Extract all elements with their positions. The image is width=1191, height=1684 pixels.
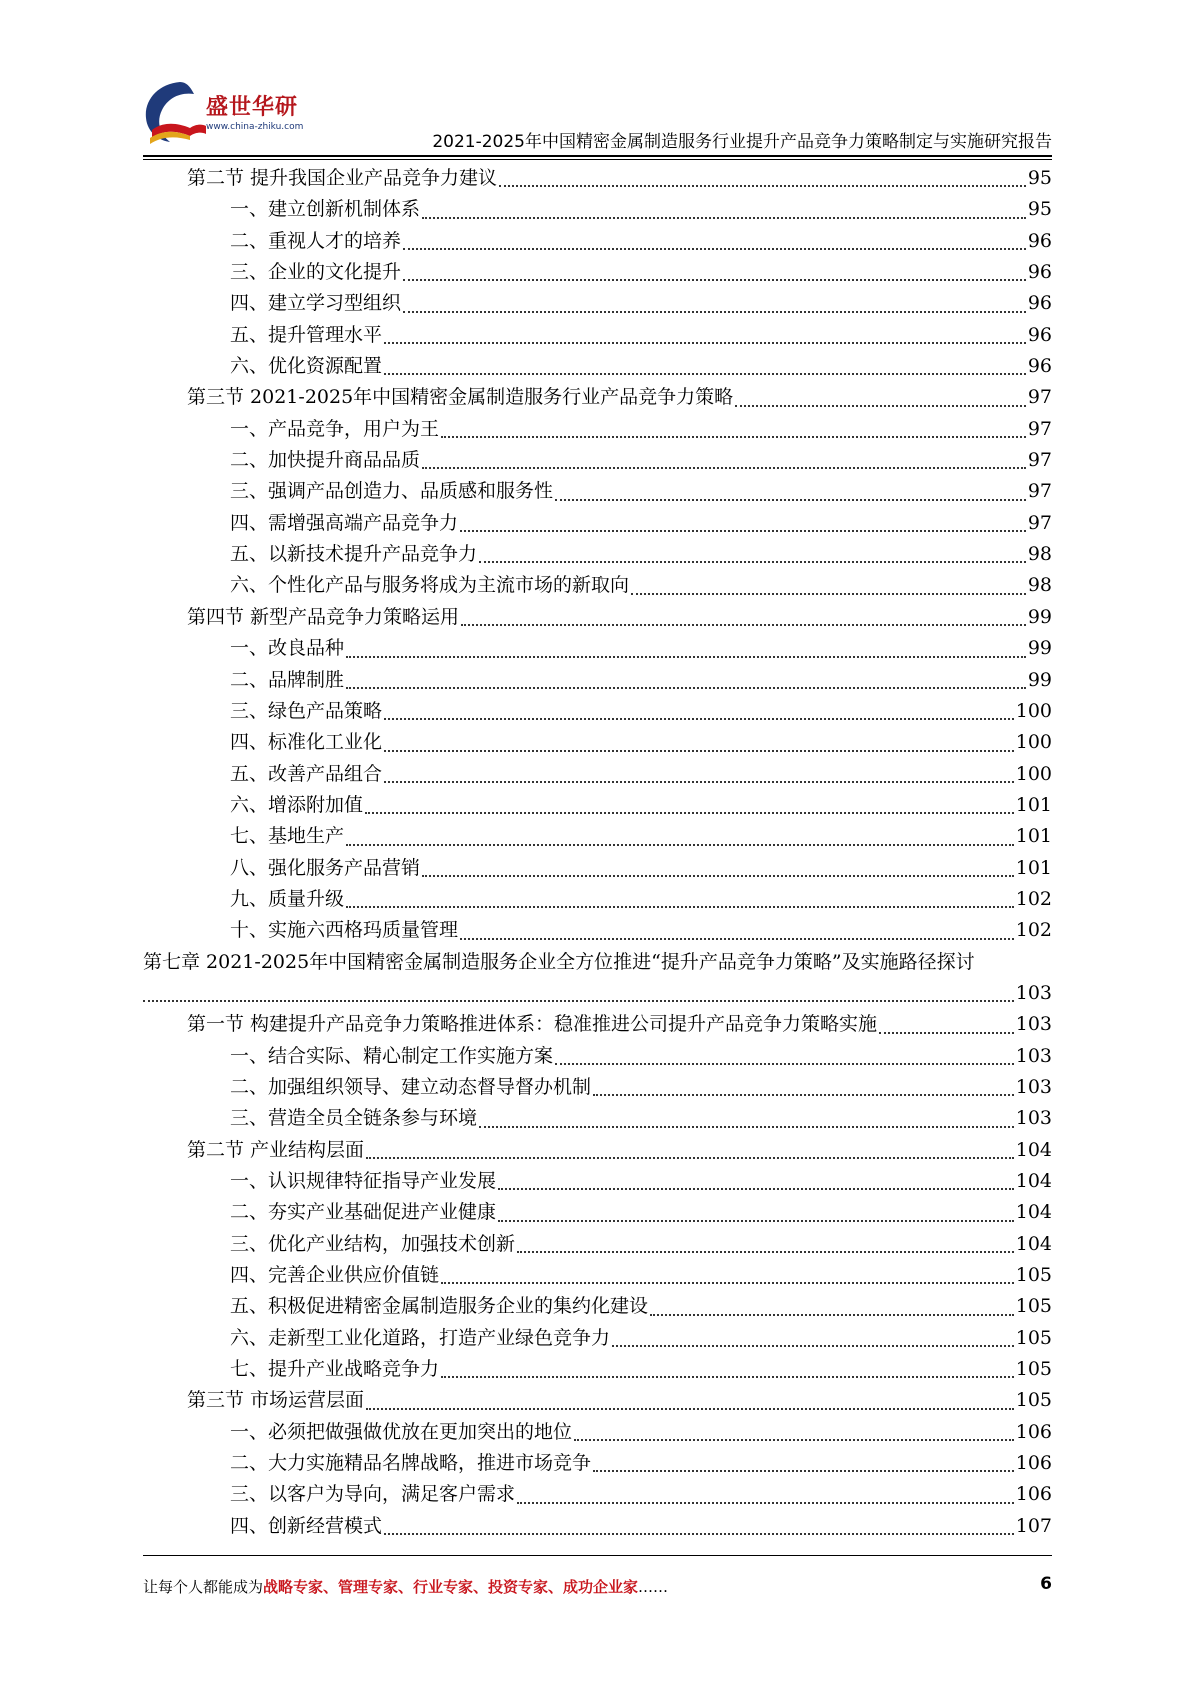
toc-entry[interactable]	[143, 1511, 1052, 1542]
dot-leader	[384, 748, 1014, 752]
toc-entry-title: 二、加快提升商品品质	[230, 449, 421, 472]
footer-divider	[143, 1555, 1052, 1556]
page-header	[0, 0, 1191, 175]
dot-leader	[422, 873, 1014, 877]
toc-entry-title: 第三节 市场运营层面	[187, 1389, 365, 1412]
toc-entry-title: 第一节 构建提升产品竞争力策略推进体系：稳准推进公司提升产品竞争力策略实施	[187, 1013, 878, 1036]
toc-entry-page: 103	[1015, 1075, 1052, 1098]
toc-entry-page: 104	[1015, 1170, 1052, 1192]
dot-leader	[441, 434, 1026, 438]
toc-entry-page: 104	[1015, 1201, 1052, 1224]
toc-entry[interactable]	[143, 602, 1052, 633]
toc-entry-title: 三、营造全员全链条参与环境	[230, 1107, 478, 1130]
toc-entry-page: 103	[1015, 1044, 1052, 1067]
dot-leader	[441, 1280, 1014, 1284]
toc-entry[interactable]	[143, 1291, 1052, 1322]
toc-entry-page: 95	[1027, 167, 1052, 189]
dot-leader	[384, 371, 1026, 375]
toc-entry-page: 97	[1027, 511, 1052, 534]
toc-entry-page: 103	[1015, 1013, 1052, 1036]
toc-entry-title: 三、绿色产品策略	[230, 699, 383, 722]
dot-leader	[460, 936, 1014, 940]
dot-leader	[499, 183, 1026, 187]
toc-entry-title: 一、必须把做强做优放在更加突出的地位	[230, 1420, 573, 1443]
toc-entry-title: 九、质量升级	[230, 887, 345, 910]
toc-entry-title: 七、提升产业战略竞争力	[230, 1358, 440, 1381]
toc-entry-page: 97	[1027, 417, 1052, 440]
toc-entry-page: 100	[1015, 699, 1052, 722]
toc-entry-title: 第二节 产业结构层面	[187, 1138, 365, 1161]
toc-entry-page: 98	[1027, 543, 1052, 566]
toc-entry[interactable]	[143, 445, 1052, 476]
toc-entry-title: 五、改善产品组合	[230, 762, 383, 785]
toc-entry-title: 一、结合实际、精心制定工作实施方案	[230, 1044, 554, 1067]
toc-entry-title: 第二节 提升我国企业产品竞争力建议	[187, 167, 498, 189]
dot-leader	[384, 779, 1014, 783]
toc-entry-page: 95	[1027, 198, 1052, 221]
toc-entry-title: 五、提升管理水平	[230, 323, 383, 346]
toc-entry[interactable]	[143, 382, 1052, 413]
dot-leader	[879, 1030, 1014, 1034]
toc-entry-title: 六、走新型工业化道路，打造产业绿色竞争力	[230, 1326, 611, 1349]
toc-entry[interactable]	[143, 1197, 1052, 1228]
dot-leader	[593, 1092, 1014, 1096]
toc-entry-page: 96	[1027, 261, 1052, 284]
toc-entry-page: 96	[1027, 323, 1052, 346]
toc-entry[interactable]	[143, 727, 1052, 758]
company-logo	[140, 78, 320, 150]
dot-leader	[735, 403, 1026, 407]
toc-entry[interactable]	[143, 414, 1052, 445]
dot-leader	[441, 1374, 1014, 1378]
toc-entry-page: 101	[1015, 856, 1052, 879]
toc-entry[interactable]	[143, 508, 1052, 539]
toc-entry[interactable]	[143, 1041, 1052, 1072]
header-divider	[143, 155, 1052, 157]
toc-entry-title: 二、品牌制胜	[230, 668, 345, 691]
toc-entry-page: 107	[1015, 1514, 1052, 1537]
toc-entry-title: 一、产品竞争，用户为王	[230, 417, 440, 440]
dot-leader	[612, 1343, 1014, 1347]
toc-entry-page: 104	[1015, 1232, 1052, 1255]
toc-entry-title: 十、实施六西格玛质量管理	[230, 919, 459, 942]
toc-entry-title: 三、优化产业结构，加强技术创新	[230, 1232, 516, 1255]
page-number: 6	[1040, 1574, 1052, 1594]
dot-leader	[346, 685, 1026, 689]
toc-entry-page: 96	[1027, 355, 1052, 378]
toc-entry-title: 三、以客户为导向，满足客户需求	[230, 1483, 516, 1506]
dot-leader	[498, 1186, 1014, 1190]
dot-leader	[479, 559, 1026, 563]
dot-leader	[422, 215, 1026, 219]
header-divider-thin	[143, 159, 1052, 160]
toc-entry-title: 四、完善企业供应价值链	[230, 1264, 440, 1287]
footer-slogan	[143, 1576, 668, 1597]
toc-entry-title: 二、加强组织领导、建立动态督导督办机制	[230, 1075, 592, 1098]
toc-entry-page: 105	[1015, 1358, 1052, 1381]
toc-entry-title: 三、企业的文化提升	[230, 261, 402, 284]
toc-entry-title: 六、优化资源配置	[230, 355, 383, 378]
toc-entry[interactable]	[143, 1323, 1052, 1354]
toc-entry-title: 一、认识规律特征指导产业发展	[230, 1170, 497, 1192]
toc-entry-page: 105	[1015, 1326, 1052, 1349]
dot-leader	[403, 246, 1026, 250]
toc-entry-page: 103	[1015, 1107, 1052, 1130]
dot-leader	[422, 465, 1026, 469]
toc-entry-title: 五、以新技术提升产品竞争力	[230, 543, 478, 566]
toc-entry-page: 106	[1015, 1483, 1052, 1506]
toc-entry[interactable]	[143, 915, 1052, 946]
toc-entry-page: 99	[1027, 637, 1052, 660]
dot-leader	[403, 309, 1026, 313]
toc-entry[interactable]	[143, 947, 1052, 978]
dot-leader	[143, 998, 1014, 1002]
toc-entry-page: 101	[1015, 825, 1052, 848]
toc-entry-page: 97	[1027, 480, 1052, 503]
toc-entry-title: 第三节 2021-2025年中国精密金属制造服务行业产品竞争力策略	[187, 386, 734, 409]
toc-entry[interactable]	[143, 476, 1052, 507]
toc-entry-page: 101	[1015, 793, 1052, 816]
toc-entry[interactable]	[143, 1166, 1052, 1197]
dot-leader	[593, 1468, 1014, 1472]
toc-entry[interactable]	[143, 633, 1052, 664]
toc-entry-page: 99	[1027, 605, 1052, 628]
toc-entry[interactable]	[143, 288, 1052, 319]
dot-leader	[461, 622, 1026, 626]
dot-leader	[366, 1406, 1014, 1410]
footer-suffix: ……	[638, 1578, 669, 1596]
dot-leader	[650, 1312, 1014, 1316]
toc-entry[interactable]	[143, 1479, 1052, 1510]
dot-leader	[384, 1531, 1014, 1535]
toc-entry-page: 103	[1015, 981, 1052, 1004]
toc-entry-page: 106	[1015, 1420, 1052, 1443]
report-title: 2021-2025年中国精密金属制造服务行业提升产品竞争力策略制定与实施研究报告	[432, 132, 1052, 152]
dot-leader	[403, 277, 1026, 281]
toc-entry[interactable]	[143, 759, 1052, 790]
dot-leader	[517, 1249, 1014, 1253]
dot-leader	[384, 340, 1026, 344]
toc-entry-title: 七、基地生产	[230, 825, 345, 848]
toc-entry-page: 105	[1015, 1295, 1052, 1318]
toc-entry[interactable]	[143, 1448, 1052, 1479]
dot-leader	[479, 1124, 1014, 1128]
toc-entry[interactable]	[143, 570, 1052, 601]
toc-entry[interactable]	[143, 226, 1052, 257]
toc-entry-title: 一、改良品种	[230, 637, 345, 660]
toc-entry-page: 96	[1027, 292, 1052, 315]
logo-name: 盛世华研	[206, 95, 299, 120]
logo-swoosh-icon	[140, 78, 210, 150]
toc-entry[interactable]	[143, 1072, 1052, 1103]
toc-entry-title: 二、大力实施精品名牌战略，推进市场竞争	[230, 1452, 592, 1475]
toc-entry-page: 98	[1027, 574, 1052, 597]
toc-entry[interactable]	[143, 1260, 1052, 1291]
toc-entry[interactable]	[143, 790, 1052, 821]
toc-entry-title: 四、需增强高端产品竞争力	[230, 511, 459, 534]
toc-entry-title: 五、积极促进精密金属制造服务企业的集约化建设	[230, 1295, 649, 1318]
toc-entry[interactable]	[143, 257, 1052, 288]
dot-leader	[631, 591, 1026, 595]
toc-entry[interactable]	[143, 696, 1052, 727]
dot-leader	[365, 810, 1014, 814]
toc-entry-title: 第四节 新型产品竞争力策略运用	[187, 605, 460, 628]
toc-entry-page: 102	[1015, 919, 1052, 942]
toc-entry[interactable]	[143, 1103, 1052, 1134]
dot-leader	[555, 497, 1026, 501]
toc-entry-title: 第七章 2021-2025年中国精密金属制造服务企业全方位推进“提升产品竞争力策略”及实施路径探讨	[143, 950, 975, 973]
toc-entry[interactable]	[143, 853, 1052, 884]
toc-entry-title: 一、建立创新机制体系	[230, 198, 421, 221]
toc-entry[interactable]	[143, 1229, 1052, 1260]
toc-entry-page: 100	[1015, 762, 1052, 785]
toc-entry[interactable]	[143, 665, 1052, 696]
toc-entry-page: 102	[1015, 887, 1052, 910]
footer-highlight: 战略专家、管理专家、行业专家、投资专家、成功企业家	[263, 1578, 639, 1596]
dot-leader	[574, 1437, 1014, 1441]
toc-entry-title: 四、标准化工业化	[230, 731, 383, 754]
dot-leader	[366, 1155, 1014, 1159]
toc-entry[interactable]	[143, 1354, 1052, 1385]
toc-entry-page: 99	[1027, 668, 1052, 691]
toc-entry[interactable]	[143, 320, 1052, 351]
toc-entry-page: 104	[1015, 1138, 1052, 1161]
toc-entry[interactable]	[143, 821, 1052, 852]
toc-entry-title: 三、强调产品创造力、品质感和服务性	[230, 480, 554, 503]
toc-entry-title: 六、个性化产品与服务将成为主流市场的新取向	[230, 574, 630, 597]
toc-entry-page: 97	[1027, 386, 1052, 409]
dot-leader	[555, 1061, 1014, 1065]
dot-leader	[460, 528, 1026, 532]
dot-leader	[517, 1500, 1014, 1504]
toc-entry[interactable]	[143, 1009, 1052, 1040]
footer-prefix: 让每个人都能成为	[143, 1578, 264, 1596]
toc-entry-title: 八、强化服务产品营销	[230, 856, 421, 879]
toc-entry-title: 二、夯实产业基础促进产业健康	[230, 1201, 497, 1224]
toc-entry[interactable]	[143, 1417, 1052, 1448]
dot-leader	[346, 654, 1026, 658]
dot-leader	[346, 904, 1014, 908]
dot-leader	[346, 842, 1014, 846]
toc-entry-title: 二、重视人才的培养	[230, 229, 402, 252]
toc-entry[interactable]	[143, 163, 1052, 194]
table-of-contents	[143, 163, 1052, 1542]
toc-entry[interactable]	[143, 1135, 1052, 1166]
toc-entry-page: 105	[1015, 1264, 1052, 1287]
toc-entry[interactable]	[143, 194, 1052, 225]
toc-entry[interactable]	[143, 351, 1052, 382]
logo-url: www.china-zhiku.com	[206, 122, 304, 132]
toc-entry-title: 六、增添附加值	[230, 793, 364, 816]
toc-entry-title: 四、创新经营模式	[230, 1514, 383, 1537]
toc-entry-page: 100	[1015, 731, 1052, 754]
toc-entry-page: 97	[1027, 449, 1052, 472]
toc-entry-page: 106	[1015, 1452, 1052, 1475]
toc-entry-page: 105	[1015, 1389, 1052, 1412]
toc-entry[interactable]	[143, 1385, 1052, 1416]
dot-leader	[498, 1218, 1014, 1222]
toc-entry-continuation[interactable]	[143, 978, 1052, 1009]
toc-entry[interactable]	[143, 884, 1052, 915]
toc-entry-title: 四、建立学习型组织	[230, 292, 402, 315]
toc-entry[interactable]	[143, 539, 1052, 570]
toc-entry-page: 96	[1027, 229, 1052, 252]
dot-leader	[384, 716, 1014, 720]
